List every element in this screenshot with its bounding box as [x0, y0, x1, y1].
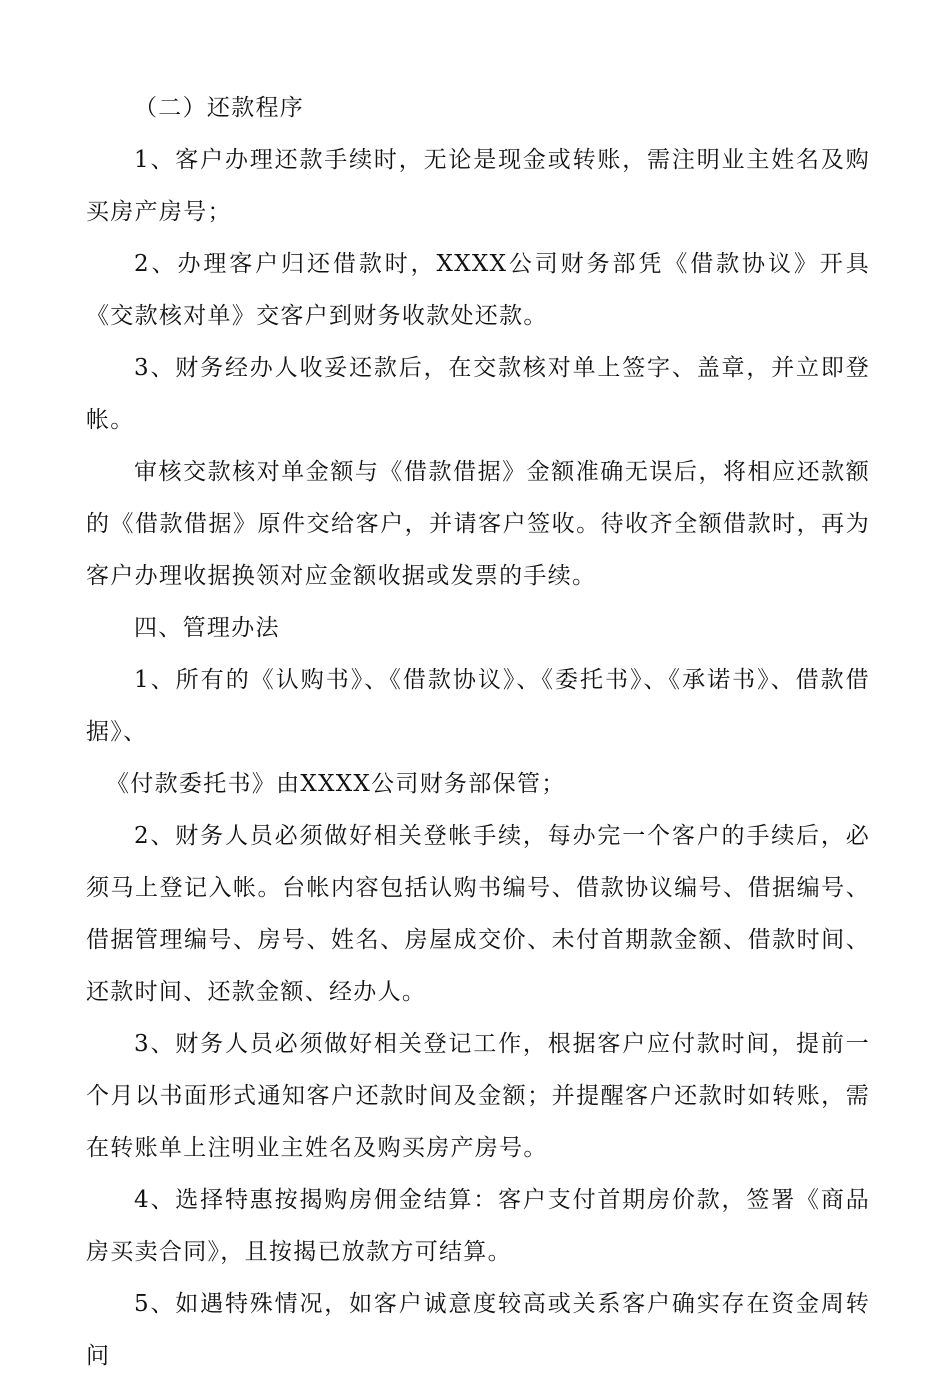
- paragraph-management-item-5: 5、如遇特殊情况，如客户诚意度较高或关系客户确实存在资金周转问: [86, 1291, 870, 1369]
- paragraph-management-item-1: 1、所有的《认购书》、《借款协议》、《委托书》、《承诺书》、借款借据》、: [86, 667, 870, 745]
- document-body: [86, 82, 870, 1382]
- paragraph-management-item-3: 3、财务人员必须做好相关登记工作，根据客户应付款时间，提前一个月以书面形式通知客户还款时间及金额；并提醒客户还款时如转账，需在转账单上注明业主姓名及购买房产房号。: [86, 1031, 870, 1161]
- paragraph-management-item-1-continued: 《付款委托书》由XXXX公司财务部保管；: [106, 771, 566, 797]
- paragraph-verification: 审核交款核对单金额与《借款借据》金额准确无误后，将相应还款额的《借款借据》原件交给客户，并请客户签收。待收齐全额借款时，再为客户办理收据换领对应金额收据或发票的手续。: [86, 459, 870, 589]
- paragraph-repayment-step-1: 1、客户办理还款手续时，无论是现金或转账，需注明业主姓名及购买房产房号；: [86, 147, 870, 225]
- section-heading-management-methods: 四、管理办法: [134, 615, 280, 641]
- paragraph-management-item-4: 4、选择特惠按揭购房佣金结算：客户支付首期房价款，签署《商品房买卖合同》，且按揭已放款方可结算。: [86, 1187, 870, 1265]
- paragraph-repayment-step-2: 2、办理客户归还借款时，XXXX公司财务部凭《借款协议》开具《交款核对单》交客户到财务收款处还款。: [86, 251, 870, 329]
- section-heading-repayment-procedure: （二）还款程序: [134, 95, 305, 121]
- paragraph-repayment-step-3: 3、财务经办人收妥还款后，在交款核对单上签字、盖章，并立即登帐。: [86, 355, 870, 433]
- paragraph-management-item-2: 2、财务人员必须做好相关登帐手续，每办完一个客户的手续后，必须马上登记入帐。台帐内容包括认购书编号、借款协议编号、借据编号、借据管理编号、房号、姓名、房屋成交价、未付首期款金额、借款时间、还款时间、还款金额、经办人。: [86, 823, 870, 1005]
